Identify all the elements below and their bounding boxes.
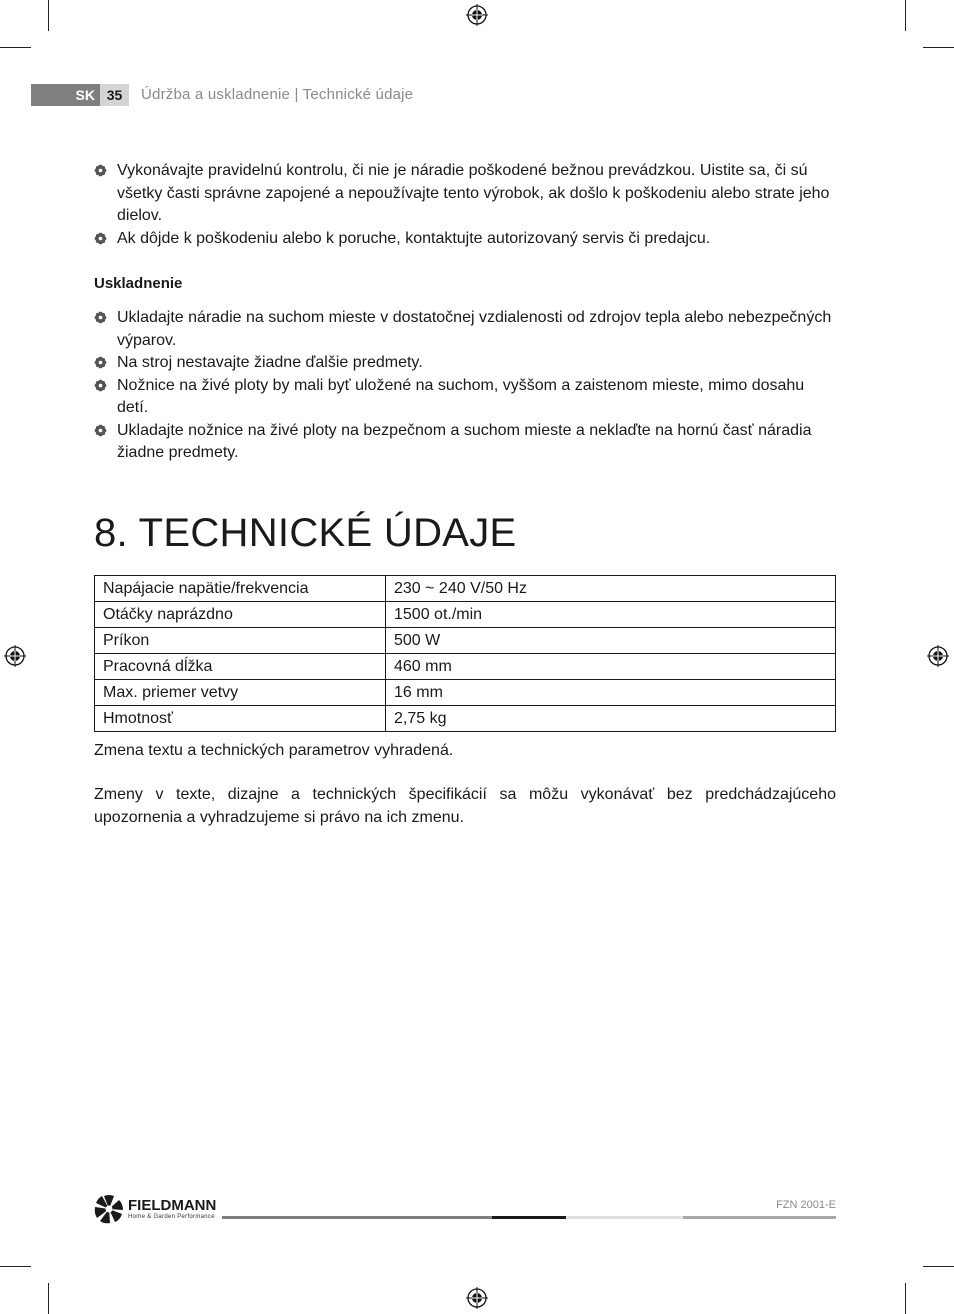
spec-value: 1500 ot./min	[386, 601, 836, 627]
table-row	[95, 601, 836, 627]
spec-label: Hmotnosť	[95, 705, 386, 731]
crop-mark	[48, 1283, 49, 1314]
list-item-text: Vykonávajte pravidelnú kontrolu, či nie je náradie poškodené bežnou prevádzkou. Uistite sa, či sú všetky časti správne zapojené a nepoužívajte tento výrobok, ak došlo k poškodeniu alebo strate jeho dielov.	[117, 162, 830, 224]
spec-value: 2,75 kg	[386, 705, 836, 731]
flower-bullet-icon	[94, 379, 107, 392]
spec-label: Napájacie napätie/frekvencia	[95, 575, 386, 601]
footer-bar	[566, 1216, 683, 1219]
crop-mark	[923, 47, 954, 48]
registration-mark-icon	[4, 645, 26, 667]
storage-list	[94, 307, 836, 465]
list-item	[94, 160, 836, 228]
spec-value: 230 ~ 240 V/50 Hz	[386, 575, 836, 601]
maintenance-list	[94, 160, 836, 250]
brand-tagline: Home & Garden Performance	[128, 1214, 215, 1220]
model-number: FZN 2001-E	[776, 1199, 836, 1211]
registration-mark-icon	[466, 4, 488, 26]
spec-value: 500 W	[386, 627, 836, 653]
registration-mark-icon	[466, 1287, 488, 1309]
footer-bar	[492, 1216, 566, 1219]
header-title: Údržba a uskladnenie | Technické údaje	[141, 86, 414, 103]
list-item	[94, 375, 836, 420]
spec-table	[94, 575, 836, 732]
table-row	[95, 705, 836, 731]
list-item-text: Nožnice na živé ploty by mali byť uložené na suchom, vyššom a zaistenom mieste, mimo dosahu detí.	[117, 376, 805, 416]
flower-bullet-icon	[94, 232, 107, 245]
flower-bullet-icon	[94, 164, 107, 177]
spec-label: Otáčky naprázdno	[95, 601, 386, 627]
chapter-title: 8. TECHNICKÉ ÚDAJE	[94, 510, 517, 555]
table-row	[95, 627, 836, 653]
list-item	[94, 228, 836, 251]
list-item-text: Ukladajte náradie na suchom mieste v dostatočnej vzdialenosti od zdrojov tepla alebo nebezpečných výparov.	[117, 309, 832, 349]
header-language: SK	[75, 87, 95, 103]
spec-value: 16 mm	[386, 679, 836, 705]
footer-bar	[683, 1216, 836, 1219]
spec-label: Príkon	[95, 627, 386, 653]
flower-bullet-icon	[94, 356, 107, 369]
table-row	[95, 653, 836, 679]
page-number: 35	[100, 84, 129, 106]
crop-mark	[0, 47, 31, 48]
brand-name: FIELDMANN	[128, 1197, 217, 1214]
crop-mark	[905, 1283, 906, 1314]
list-item-text: Na stroj nestavajte žiadne ďalšie predmety.	[117, 354, 423, 371]
table-row	[95, 679, 836, 705]
crop-mark	[48, 0, 49, 31]
change-note: Zmena textu a technických parametrov vyhradená.	[94, 741, 454, 759]
fieldmann-logo-icon	[94, 1194, 124, 1224]
list-item	[94, 420, 836, 465]
flower-bullet-icon	[94, 311, 107, 324]
flower-bullet-icon	[94, 424, 107, 437]
list-item-text: Ak dôjde k poškodeniu alebo k poruche, kontaktujte autorizovaný servis či predajcu.	[117, 229, 711, 247]
footer-bar	[222, 1216, 492, 1219]
section-title: Uskladnenie	[94, 275, 183, 292]
list-item-text: Ukladajte nožnice na živé ploty na bezpečnom a suchom mieste a neklaďte na hornú časť náradia žiadne predmety.	[117, 421, 812, 461]
crop-mark	[905, 0, 906, 31]
registration-mark-icon	[927, 645, 949, 667]
list-item	[94, 307, 836, 352]
table-row	[95, 575, 836, 601]
crop-mark	[0, 1266, 31, 1267]
spec-value: 460 mm	[386, 653, 836, 679]
main-content	[94, 160, 836, 829]
list-item	[94, 352, 836, 375]
spec-label: Pracovná dĺžka	[95, 653, 386, 679]
disclaimer-paragraph: Zmeny v texte, dizajne a technických špecifikácií sa môžu vykonávať bez predchádzajúceho upozornenia a vyhradzujeme si právo na ich zmenu.	[94, 786, 836, 826]
spec-label: Max. priemer vetvy	[95, 679, 386, 705]
crop-mark	[923, 1266, 954, 1267]
